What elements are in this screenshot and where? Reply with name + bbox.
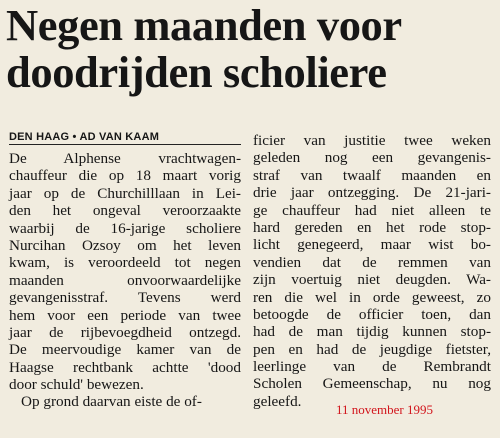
article-column-1: [9, 150, 241, 411]
text-line: drie jaar ontzegging. De 21-jari-: [253, 184, 491, 202]
article-column-2: [253, 132, 491, 410]
headline-line-1: Negen maanden voor: [6, 0, 402, 50]
text-line: geleefd.: [253, 392, 302, 410]
text-line: jaar de rijbevoegdheid ontzegd.: [9, 323, 241, 341]
clipping-date: 11 november 1995: [336, 402, 433, 417]
byline-place: DEN HAAG: [9, 131, 70, 143]
text-line: De Alphense vrachtwagen-: [9, 150, 241, 167]
text-line: ge chauffeur had niet alleen te: [253, 201, 491, 219]
text-line: den het ongeval veroorzaakte: [9, 202, 241, 220]
text-line: Nurcihan Ozsoy om het leven: [9, 236, 241, 254]
text-line: hem voor een periode van twee: [9, 306, 241, 324]
text-line: geleden nog een gevangenis-: [253, 149, 491, 167]
text-line: pen en had de jeugdige fietster,: [253, 340, 491, 358]
byline-rule: [9, 144, 241, 145]
text-line: Scholen Gemeenschap, nu nog: [253, 375, 491, 393]
text-line: door schuld' bewezen.: [9, 376, 144, 394]
text-line: ren die wel in orde geweest, zo: [253, 288, 491, 306]
text-line: Haagse rechtbank achtte 'dood: [9, 358, 241, 376]
text-line: had de man tijdig kunnen stop-: [253, 323, 491, 341]
text-line: betoogde de officier toen, dan: [253, 305, 491, 323]
text-line: chauffeur die op 18 maart vorig: [9, 167, 241, 185]
text-line: De meervoudige kamer van de: [9, 341, 241, 359]
text-line: kwam, is veroordeeld tot negen: [9, 254, 241, 272]
text-line: Op grond daarvan eiste de of-: [21, 393, 202, 411]
byline-separator: •: [72, 131, 77, 143]
text-line: gevangenisstraf. Tevens werd: [9, 289, 241, 307]
text-line: vendien dat de remmen van: [253, 253, 491, 271]
text-line: licht genegeerd, maar wist bo-: [253, 236, 491, 254]
text-line: maanden onvoorwaardelijke: [9, 271, 241, 289]
text-line: jaar op de Churchilllaan in Lei-: [9, 184, 241, 202]
byline-author: AD VAN KAAM: [79, 131, 160, 143]
headline-line-2: doodrijden scholiere: [6, 47, 387, 97]
headline: [6, 2, 498, 96]
byline: [9, 131, 159, 143]
text-line: leerlinge van de Rembrandt: [253, 358, 491, 376]
text-line: straf van twaalf maanden en: [253, 166, 491, 184]
text-line: hard gereden en het rode stop-: [253, 218, 491, 236]
text-line: zijn voertuig niet deugden. Wa-: [253, 271, 491, 289]
text-line: waarbij de 16-jarige scholiere: [9, 219, 241, 237]
text-line: ficier van justitie twee weken: [253, 132, 491, 149]
